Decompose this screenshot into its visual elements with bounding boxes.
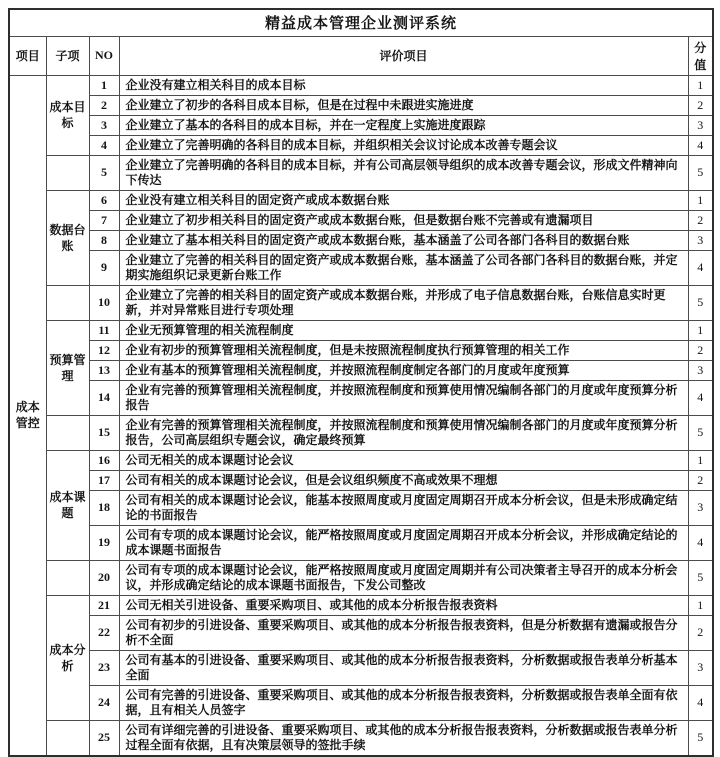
evaluation-item-cell: 公司无相关的成本课题讨论会议 bbox=[119, 450, 688, 470]
row-number-cell: 13 bbox=[89, 360, 119, 380]
score-cell: 3 bbox=[688, 360, 713, 380]
table-row bbox=[9, 615, 713, 650]
evaluation-item-cell: 企业建立了初步相关科目的固定资产或成本数据台账，但是数据台账不完善或有遗漏项目 bbox=[119, 210, 688, 230]
evaluation-item-cell: 企业建立了完善的相关科目的固定资产或成本数据台账，基本涵盖了公司各部门各科目的数据台账，并定期实施组织记录更新台账工作 bbox=[119, 250, 688, 285]
score-cell: 2 bbox=[688, 615, 713, 650]
evaluation-item-cell: 公司有相关的成本课题讨论会议，但是会议组织频度不高或效果不理想 bbox=[119, 470, 688, 490]
evaluation-item-cell: 企业没有建立相关科目的成本目标 bbox=[119, 75, 688, 95]
column-header-project: 项目 bbox=[9, 36, 46, 75]
table-row bbox=[9, 380, 713, 415]
score-cell: 3 bbox=[688, 650, 713, 685]
score-cell: 2 bbox=[688, 210, 713, 230]
evaluation-item-cell: 企业建立了基本相关科目的固定资产或成本数据台账，基本涵盖了公司各部门各科目的数据台账 bbox=[119, 230, 688, 250]
score-cell: 3 bbox=[688, 490, 713, 525]
score-cell: 5 bbox=[688, 415, 713, 450]
row-number-cell: 14 bbox=[89, 380, 119, 415]
score-cell: 4 bbox=[688, 525, 713, 560]
evaluation-item-cell: 企业无预算管理的相关流程制度 bbox=[119, 320, 688, 340]
row-number-cell: 21 bbox=[89, 595, 119, 615]
score-cell: 5 bbox=[688, 285, 713, 320]
evaluation-item-cell: 企业建立了基本的各科目的成本目标，并在一定程度上实施进度跟踪 bbox=[119, 115, 688, 135]
table-body bbox=[9, 75, 713, 756]
evaluation-item-cell: 企业没有建立相关科目的固定资产或成本数据台账 bbox=[119, 190, 688, 210]
score-cell: 2 bbox=[688, 470, 713, 490]
table-row bbox=[9, 470, 713, 490]
evaluation-item-cell: 公司有相关的成本课题讨论会议，能基本按照周度或月度固定周期召开成本分析会议，但是未形成确定结论的书面报告 bbox=[119, 490, 688, 525]
row-number-cell: 1 bbox=[89, 75, 119, 95]
subitem-cell: 数据台账 bbox=[46, 190, 89, 285]
subitem-cell: 成本分析 bbox=[46, 595, 89, 720]
row-number-cell: 15 bbox=[89, 415, 119, 450]
subitem-cell: 预算管理 bbox=[46, 320, 89, 415]
score-cell: 1 bbox=[688, 595, 713, 615]
subitem-empty-cell bbox=[46, 560, 89, 595]
evaluation-item-cell: 公司有详细完善的引进设备、重要采购项目、或其他的成本分析报告报表资料，分析数据或报告表单分析过程全面有依据，且有决策层领导的签批手续 bbox=[119, 720, 688, 756]
score-cell: 4 bbox=[688, 685, 713, 720]
score-cell: 2 bbox=[688, 340, 713, 360]
table-row bbox=[9, 115, 713, 135]
evaluation-item-cell: 公司有专项的成本课题讨论会议，能严格按照周度或月度固定周期并有公司决策者主导召开的成本分析会议，并形成确定结论的成本课题书面报告，下发公司整改 bbox=[119, 560, 688, 595]
evaluation-item-cell: 企业建立了完善的相关科目的固定资产或成本数据台账，并形成了电子信息数据台账，台账信息实时更新，并对异常账目进行专项处理 bbox=[119, 285, 688, 320]
row-number-cell: 18 bbox=[89, 490, 119, 525]
evaluation-item-cell: 企业有完善的预算管理相关流程制度，并按照流程制度和预算使用情况编制各部门的月度或年度预算分析报告 bbox=[119, 380, 688, 415]
evaluation-item-cell: 企业有初步的预算管理相关流程制度，但是未按照流程制度执行预算管理的相关工作 bbox=[119, 340, 688, 360]
score-cell: 5 bbox=[688, 155, 713, 190]
table-row bbox=[9, 250, 713, 285]
row-number-cell: 8 bbox=[89, 230, 119, 250]
table-row bbox=[9, 320, 713, 340]
column-header-no: NO bbox=[89, 36, 119, 75]
table-row bbox=[9, 75, 713, 95]
score-cell: 1 bbox=[688, 190, 713, 210]
evaluation-item-cell: 企业建立了完善明确的各科目的成本目标，并组织相关会议讨论成本改善专题会议 bbox=[119, 135, 688, 155]
table-row bbox=[9, 95, 713, 115]
table-row bbox=[9, 490, 713, 525]
row-number-cell: 10 bbox=[89, 285, 119, 320]
score-cell: 5 bbox=[688, 720, 713, 756]
row-number-cell: 22 bbox=[89, 615, 119, 650]
score-cell: 1 bbox=[688, 320, 713, 340]
score-cell: 4 bbox=[688, 380, 713, 415]
row-number-cell: 17 bbox=[89, 470, 119, 490]
row-number-cell: 19 bbox=[89, 525, 119, 560]
row-number-cell: 20 bbox=[89, 560, 119, 595]
column-header-score: 分值 bbox=[688, 36, 713, 75]
score-cell: 3 bbox=[688, 230, 713, 250]
score-cell: 5 bbox=[688, 560, 713, 595]
header-row bbox=[9, 36, 713, 75]
row-number-cell: 11 bbox=[89, 320, 119, 340]
table-row bbox=[9, 650, 713, 685]
table-row bbox=[9, 595, 713, 615]
evaluation-item-cell: 公司无相关引进设备、重要采购项目、或其他的成本分析报告报表资料 bbox=[119, 595, 688, 615]
row-number-cell: 5 bbox=[89, 155, 119, 190]
table-row bbox=[9, 340, 713, 360]
subitem-empty-cell bbox=[46, 415, 89, 450]
row-number-cell: 24 bbox=[89, 685, 119, 720]
table-row bbox=[9, 210, 713, 230]
table-row bbox=[9, 155, 713, 190]
row-number-cell: 16 bbox=[89, 450, 119, 470]
table-row bbox=[9, 190, 713, 210]
row-number-cell: 9 bbox=[89, 250, 119, 285]
column-header-subitem: 子项 bbox=[46, 36, 89, 75]
evaluation-item-cell: 企业建立了初步的各科目成本目标，但是在过程中未跟进实施进度 bbox=[119, 95, 688, 115]
subitem-cell: 成本目标 bbox=[46, 75, 89, 155]
evaluation-item-cell: 公司有基本的引进设备、重要采购项目、或其他的成本分析报告报表资料，分析数据或报告表单分析基本全面 bbox=[119, 650, 688, 685]
table-row bbox=[9, 360, 713, 380]
score-cell: 2 bbox=[688, 95, 713, 115]
subitem-empty-cell bbox=[46, 720, 89, 756]
row-number-cell: 7 bbox=[89, 210, 119, 230]
table-row bbox=[9, 560, 713, 595]
evaluation-table bbox=[8, 8, 714, 757]
row-number-cell: 23 bbox=[89, 650, 119, 685]
subitem-empty-cell bbox=[46, 285, 89, 320]
subitem-cell: 成本课题 bbox=[46, 450, 89, 560]
page-title: 精益成本管理企业测评系统 bbox=[9, 9, 713, 36]
table-row bbox=[9, 135, 713, 155]
column-header-item: 评价项目 bbox=[119, 36, 688, 75]
evaluation-item-cell: 企业建立了完善明确的各科目的成本目标，并有公司高层领导组织的成本改善专题会议，形成文件精神向下传达 bbox=[119, 155, 688, 190]
table-row bbox=[9, 525, 713, 560]
row-number-cell: 3 bbox=[89, 115, 119, 135]
table-row bbox=[9, 230, 713, 250]
row-number-cell: 4 bbox=[89, 135, 119, 155]
row-number-cell: 25 bbox=[89, 720, 119, 756]
project-cell: 成本管控 bbox=[9, 75, 46, 756]
table-row bbox=[9, 415, 713, 450]
evaluation-item-cell: 公司有专项的成本课题讨论会议，能严格按照周度或月度固定周期召开成本分析会议，并形成确定结论的成本课题书面报告 bbox=[119, 525, 688, 560]
row-number-cell: 2 bbox=[89, 95, 119, 115]
table-row bbox=[9, 285, 713, 320]
score-cell: 4 bbox=[688, 250, 713, 285]
title-row bbox=[9, 9, 713, 36]
score-cell: 3 bbox=[688, 115, 713, 135]
evaluation-item-cell: 企业有基本的预算管理相关流程制度，并按照流程制度制定各部门的月度或年度预算 bbox=[119, 360, 688, 380]
evaluation-item-cell: 公司有初步的引进设备、重要采购项目、或其他的成本分析报告报表资料，但是分析数据有遗漏或报告分析不全面 bbox=[119, 615, 688, 650]
subitem-empty-cell bbox=[46, 155, 89, 190]
table-row bbox=[9, 685, 713, 720]
score-cell: 4 bbox=[688, 135, 713, 155]
table-row bbox=[9, 450, 713, 470]
table-row bbox=[9, 720, 713, 756]
row-number-cell: 6 bbox=[89, 190, 119, 210]
evaluation-item-cell: 公司有完善的引进设备、重要采购项目、或其他的成本分析报告报表资料，分析数据或报告表单全面有依据，且有相关人员签字 bbox=[119, 685, 688, 720]
score-cell: 1 bbox=[688, 450, 713, 470]
evaluation-item-cell: 企业有完善的预算管理相关流程制度，并按照流程制度和预算使用情况编制各部门的月度或年度预算分析报告，公司高层组织专题会议，确定最终预算 bbox=[119, 415, 688, 450]
row-number-cell: 12 bbox=[89, 340, 119, 360]
score-cell: 1 bbox=[688, 75, 713, 95]
